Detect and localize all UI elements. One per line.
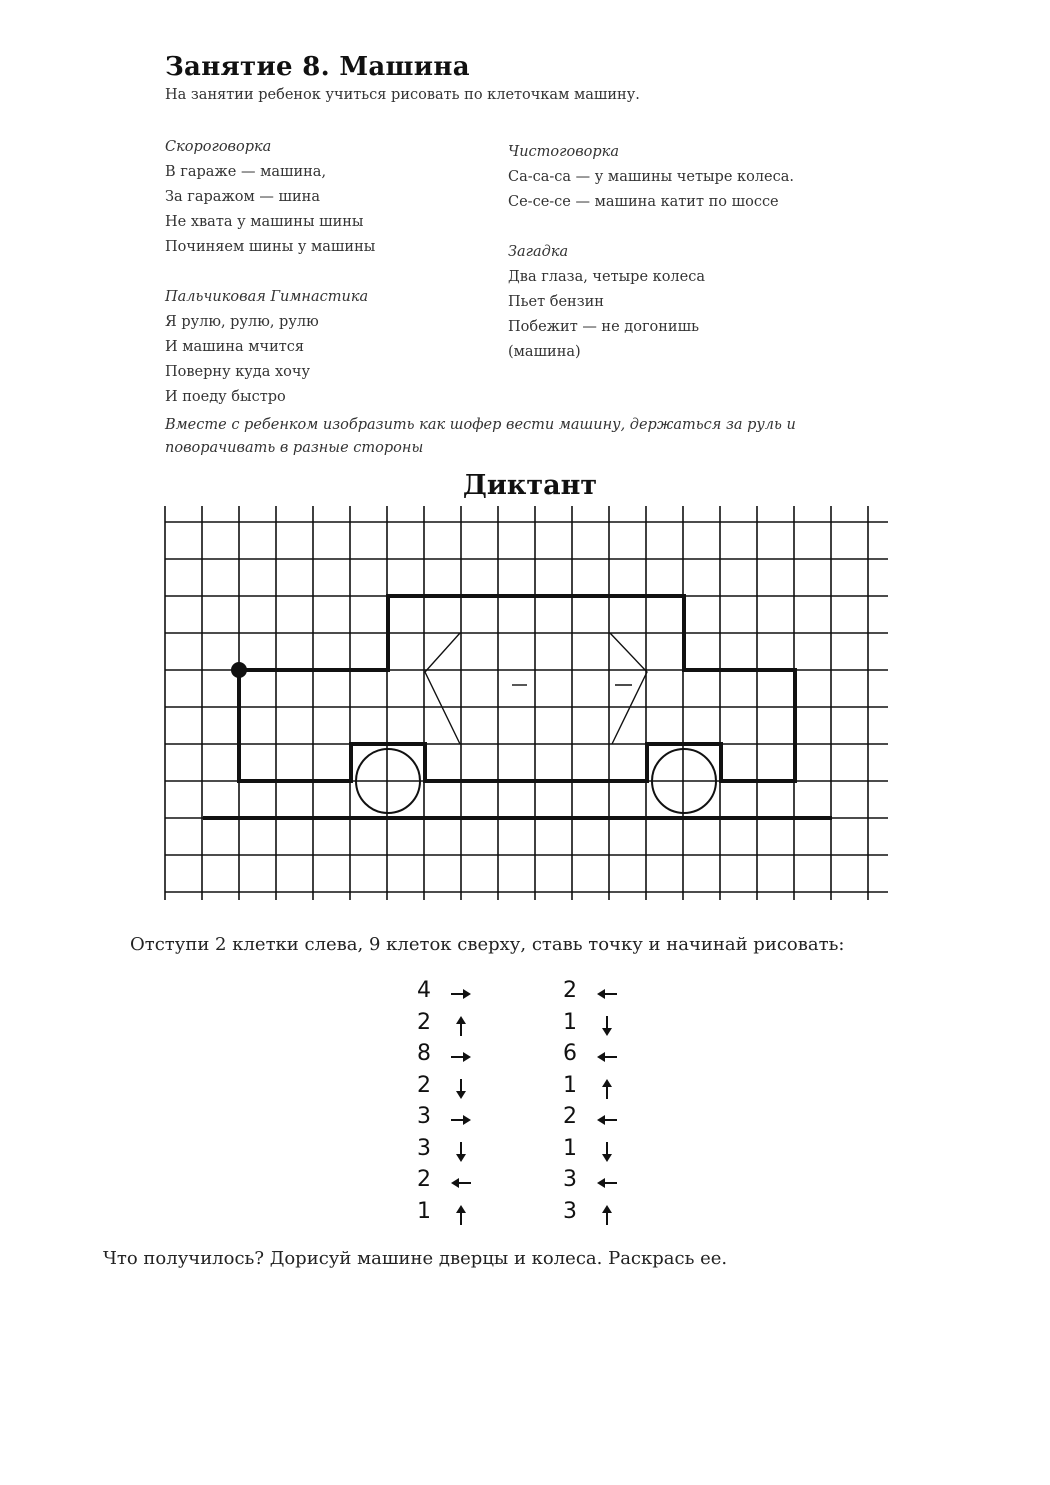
- step-count: 4: [417, 978, 431, 1003]
- dictation-step: [415, 978, 495, 1008]
- pure-speech-line: Са-са-са — у машины четыре колеса.: [508, 169, 794, 185]
- intro-text: На занятии ребенок учиться рисовать по клеточкам машину.: [165, 87, 640, 103]
- dictation-step: [415, 1073, 495, 1103]
- finger-gym-line: Я рулю, рулю, рулю: [165, 314, 319, 330]
- dictation-step: [561, 1199, 641, 1229]
- dictation-step: [415, 1010, 495, 1040]
- grid-lines: [165, 506, 888, 900]
- dictation-step: [561, 1136, 641, 1166]
- arrow-left-icon: [595, 1173, 619, 1193]
- arrow-left-icon: [595, 1047, 619, 1067]
- arrow-down-icon: [595, 1142, 619, 1162]
- left-door: [425, 633, 460, 744]
- tongue-twister-line: Не хвата у машины шины: [165, 214, 364, 230]
- question-text: Что получилось? Дорисуй машине дверцы и колеса. Раскрась ее.: [103, 1248, 728, 1269]
- step-count: 1: [563, 1009, 577, 1035]
- arrow-right-icon: [449, 984, 473, 1004]
- riddle-line: Два глаза, четыре колеса: [508, 269, 705, 285]
- activity-note: Вместе с ребенком изобразить как шофер вести машину, держаться за руль и поворачивать в разные стороны: [165, 417, 796, 456]
- riddle-line: (машина): [508, 344, 581, 360]
- arrow-left-icon: [595, 984, 619, 1004]
- finger-gym-heading: Пальчиковая Гимнастика: [165, 289, 369, 305]
- page-title: Занятие 8. Машина: [165, 52, 470, 82]
- step-count: 1: [417, 1198, 431, 1224]
- arrow-up-icon: [449, 1016, 473, 1036]
- car-outline: [239, 596, 795, 781]
- dictation-step: [561, 1073, 641, 1103]
- dictation-step: [561, 1104, 641, 1134]
- riddle-line: Побежит — не догонишь: [508, 319, 699, 335]
- step-count: 1: [563, 1072, 577, 1098]
- instruction-text: Отступи 2 клетки слева, 9 клеток сверху, ставь точку и начинай рисовать:: [130, 934, 845, 955]
- dictation-step: [415, 1104, 495, 1134]
- step-count: 2: [417, 1072, 431, 1098]
- dictation-step: [561, 1167, 641, 1197]
- step-count: 2: [417, 1167, 431, 1192]
- arrow-left-icon: [449, 1173, 473, 1193]
- arrow-down-icon: [449, 1079, 473, 1099]
- arrow-up-icon: [595, 1079, 619, 1099]
- step-count: 8: [417, 1041, 431, 1066]
- riddle-heading: Загадка: [508, 244, 569, 260]
- dictation-step: [415, 1136, 495, 1166]
- step-count: 2: [563, 978, 577, 1003]
- riddle-line: Пьет бензин: [508, 294, 604, 310]
- tongue-twister-line: В гараже — машина,: [165, 164, 327, 180]
- arrow-up-icon: [449, 1205, 473, 1225]
- step-count: 2: [417, 1009, 431, 1035]
- pure-speech-line: Се-се-се — машина катит по шоссе: [508, 194, 779, 210]
- step-count: 6: [563, 1041, 577, 1066]
- arrow-right-icon: [449, 1047, 473, 1067]
- finger-gym-line: И поеду быстро: [165, 389, 286, 405]
- right-door: [610, 633, 647, 744]
- finger-gym-line: И машина мчится: [165, 339, 305, 355]
- arrow-down-icon: [449, 1142, 473, 1162]
- step-count: 3: [417, 1135, 431, 1161]
- step-count: 3: [563, 1167, 577, 1192]
- finger-gym-line: Поверну куда хочу: [165, 364, 311, 380]
- tongue-twister-line: За гаражом — шина: [165, 189, 320, 205]
- dictation-step: [415, 1041, 495, 1071]
- step-count: 2: [563, 1104, 577, 1129]
- step-count: 3: [563, 1198, 577, 1224]
- arrow-up-icon: [595, 1205, 619, 1225]
- step-count: 3: [417, 1104, 431, 1129]
- dictation-step: [415, 1199, 495, 1229]
- tongue-twister-heading: Скороговорка: [165, 139, 272, 155]
- arrow-left-icon: [595, 1110, 619, 1130]
- pure-speech-heading: Чистоговорка: [508, 144, 619, 160]
- arrow-down-icon: [595, 1016, 619, 1036]
- dictation-step: [415, 1167, 495, 1197]
- dictation-step: [561, 1010, 641, 1040]
- dictant-title: Диктант: [462, 470, 598, 501]
- tongue-twister-line: Починяем шины у машины: [165, 239, 376, 255]
- start-dot: [231, 662, 247, 678]
- dictation-step: [561, 978, 641, 1008]
- step-count: 1: [563, 1135, 577, 1161]
- arrow-right-icon: [449, 1110, 473, 1130]
- dictation-step: [561, 1041, 641, 1071]
